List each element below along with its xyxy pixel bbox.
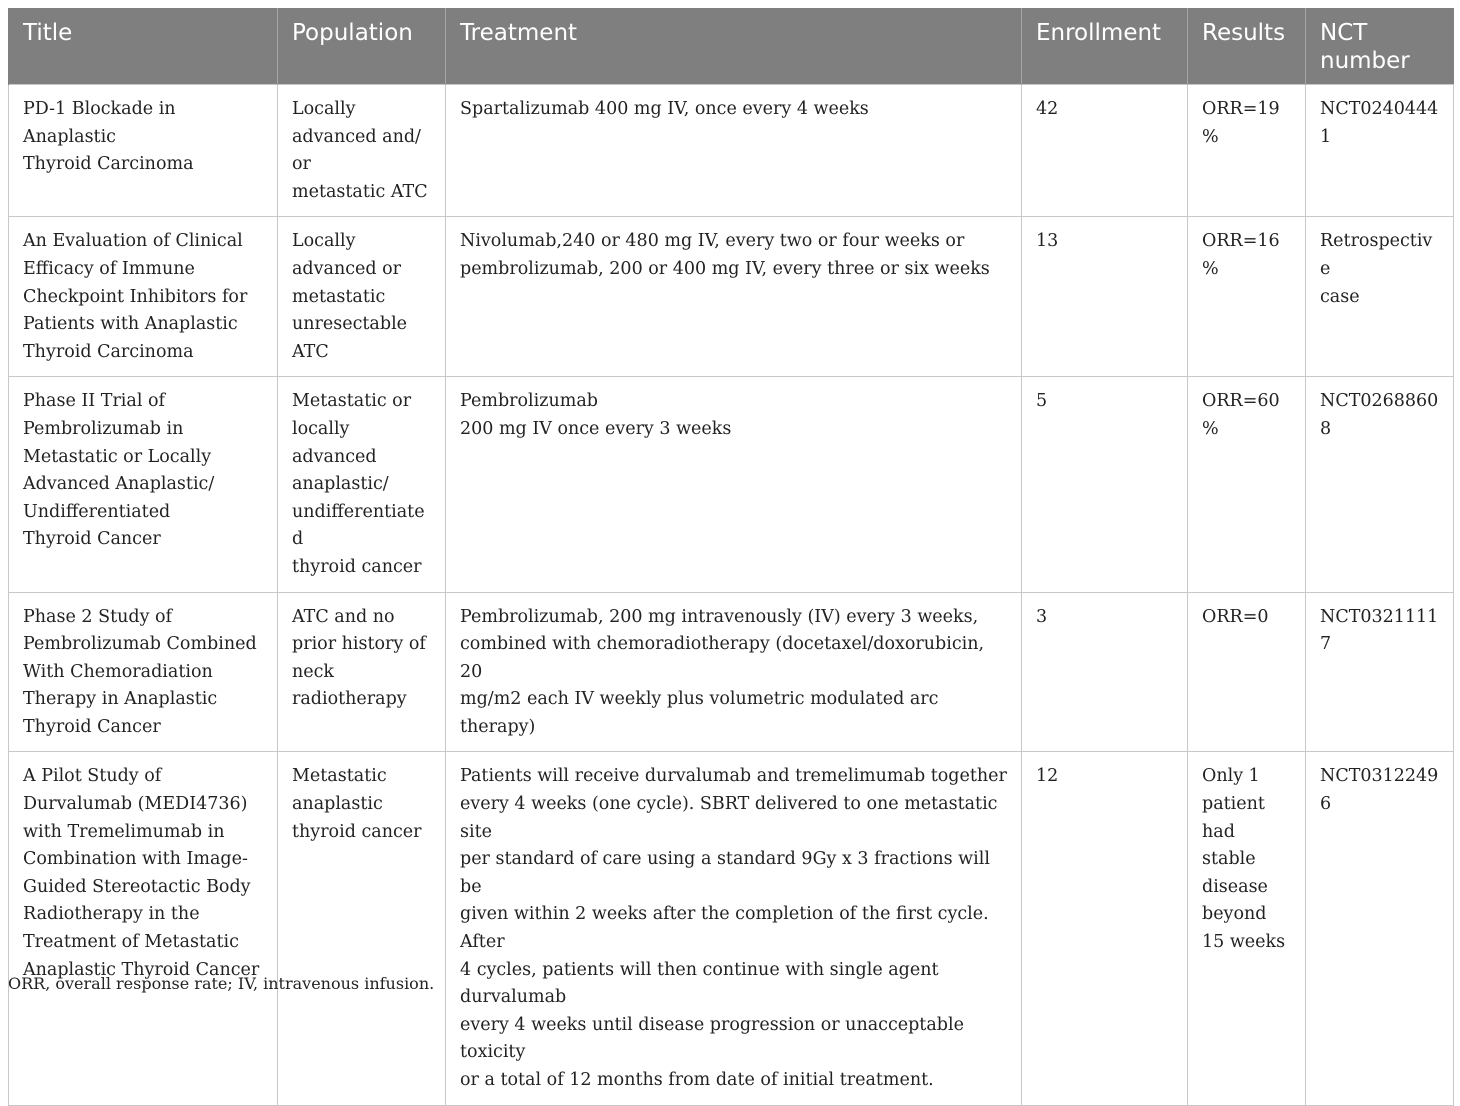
table-body [9,85,1454,1106]
clinical-trials-table [8,8,1454,1106]
table-row [9,377,1454,592]
cell-title: PD-1 Blockade in Anaplastic Thyroid Carcinoma [9,85,278,217]
cell-enrollment: 42 [1022,85,1188,217]
cell-results: ORR=60% [1188,377,1306,592]
cell-treatment: Pembrolizumab, 200 mg intravenously (IV) every 3 weeks, combined with chemoradiotherapy (docetaxel/doxorubicin, 20 mg/m2 each IV weekly plus volumetric modulated arc therapy) [446,592,1022,752]
header-row [9,8,1454,85]
cell-treatment: Pembrolizumab 200 mg IV once every 3 weeks [446,377,1022,592]
header-enrollment: Enrollment [1022,8,1188,85]
cell-population: Locally advanced or metastatic unresectable ATC [278,217,446,377]
cell-enrollment: 5 [1022,377,1188,592]
header-treatment: Treatment [446,8,1022,85]
table-row [9,217,1454,377]
cell-title: A Pilot Study of Durvalumab (MEDI4736) with Tremelimumab in Combination with Image- Guided Stereotactic Body Radiotherapy in the Treatment of Metastatic Anaplastic Thyroid Cancer [9,752,278,1105]
table-row [9,85,1454,217]
table-header [9,8,1454,85]
cell-population: ATC and no prior history of neck radiotherapy [278,592,446,752]
cell-title: An Evaluation of Clinical Efficacy of Immune Checkpoint Inhibitors for Patients with Anaplastic Thyroid Carcinoma [9,217,278,377]
header-nct-number: NCT number [1306,8,1454,85]
cell-treatment: Spartalizumab 400 mg IV, once every 4 weeks [446,85,1022,217]
cell-nct-number: NCT03122496 [1306,752,1454,1105]
cell-nct-number: NCT03211117 [1306,592,1454,752]
cell-treatment: Patients will receive durvalumab and tremelimumab together every 4 weeks (one cycle). SBRT delivered to one metastatic site per standard of care using a standard 9Gy x 3 fractions will be given within 2 weeks after the completion of the first cycle. After 4 cycles, patients will then continue with single agent durvalumab every 4 weeks until disease progression or unacceptable toxicity or a total of 12 months from date of initial treatment. [446,752,1022,1105]
cell-title: Phase II Trial of Pembrolizumab in Metastatic or Locally Advanced Anaplastic/ Undifferentiated Thyroid Cancer [9,377,278,592]
cell-results: ORR=0 [1188,592,1306,752]
cell-results: ORR=16% [1188,217,1306,377]
cell-results: Only 1 patient had stable disease beyond 15 weeks [1188,752,1306,1105]
cell-population: Metastatic or locally advanced anaplastic/ undifferentiated thyroid cancer [278,377,446,592]
header-title: Title [9,8,278,85]
table-row [9,752,1454,1105]
cell-nct-number: Retrospective case [1306,217,1454,377]
cell-enrollment: 3 [1022,592,1188,752]
cell-nct-number: NCT02688608 [1306,377,1454,592]
table-footnote: ORR, overall response rate; IV, intravenous infusion. [8,974,435,993]
table-row [9,592,1454,752]
cell-population: Locally advanced and/ or metastatic ATC [278,85,446,217]
header-population: Population [278,8,446,85]
cell-population: Metastatic anaplastic thyroid cancer [278,752,446,1105]
cell-treatment: Nivolumab,240 or 480 mg IV, every two or four weeks or pembrolizumab, 200 or 400 mg IV, every three or six weeks [446,217,1022,377]
header-results: Results [1188,8,1306,85]
cell-title: Phase 2 Study of Pembrolizumab Combined With Chemoradiation Therapy in Anaplastic Thyroid Cancer [9,592,278,752]
cell-nct-number: NCT02404441 [1306,85,1454,217]
cell-enrollment: 12 [1022,752,1188,1105]
cell-enrollment: 13 [1022,217,1188,377]
cell-results: ORR=19% [1188,85,1306,217]
